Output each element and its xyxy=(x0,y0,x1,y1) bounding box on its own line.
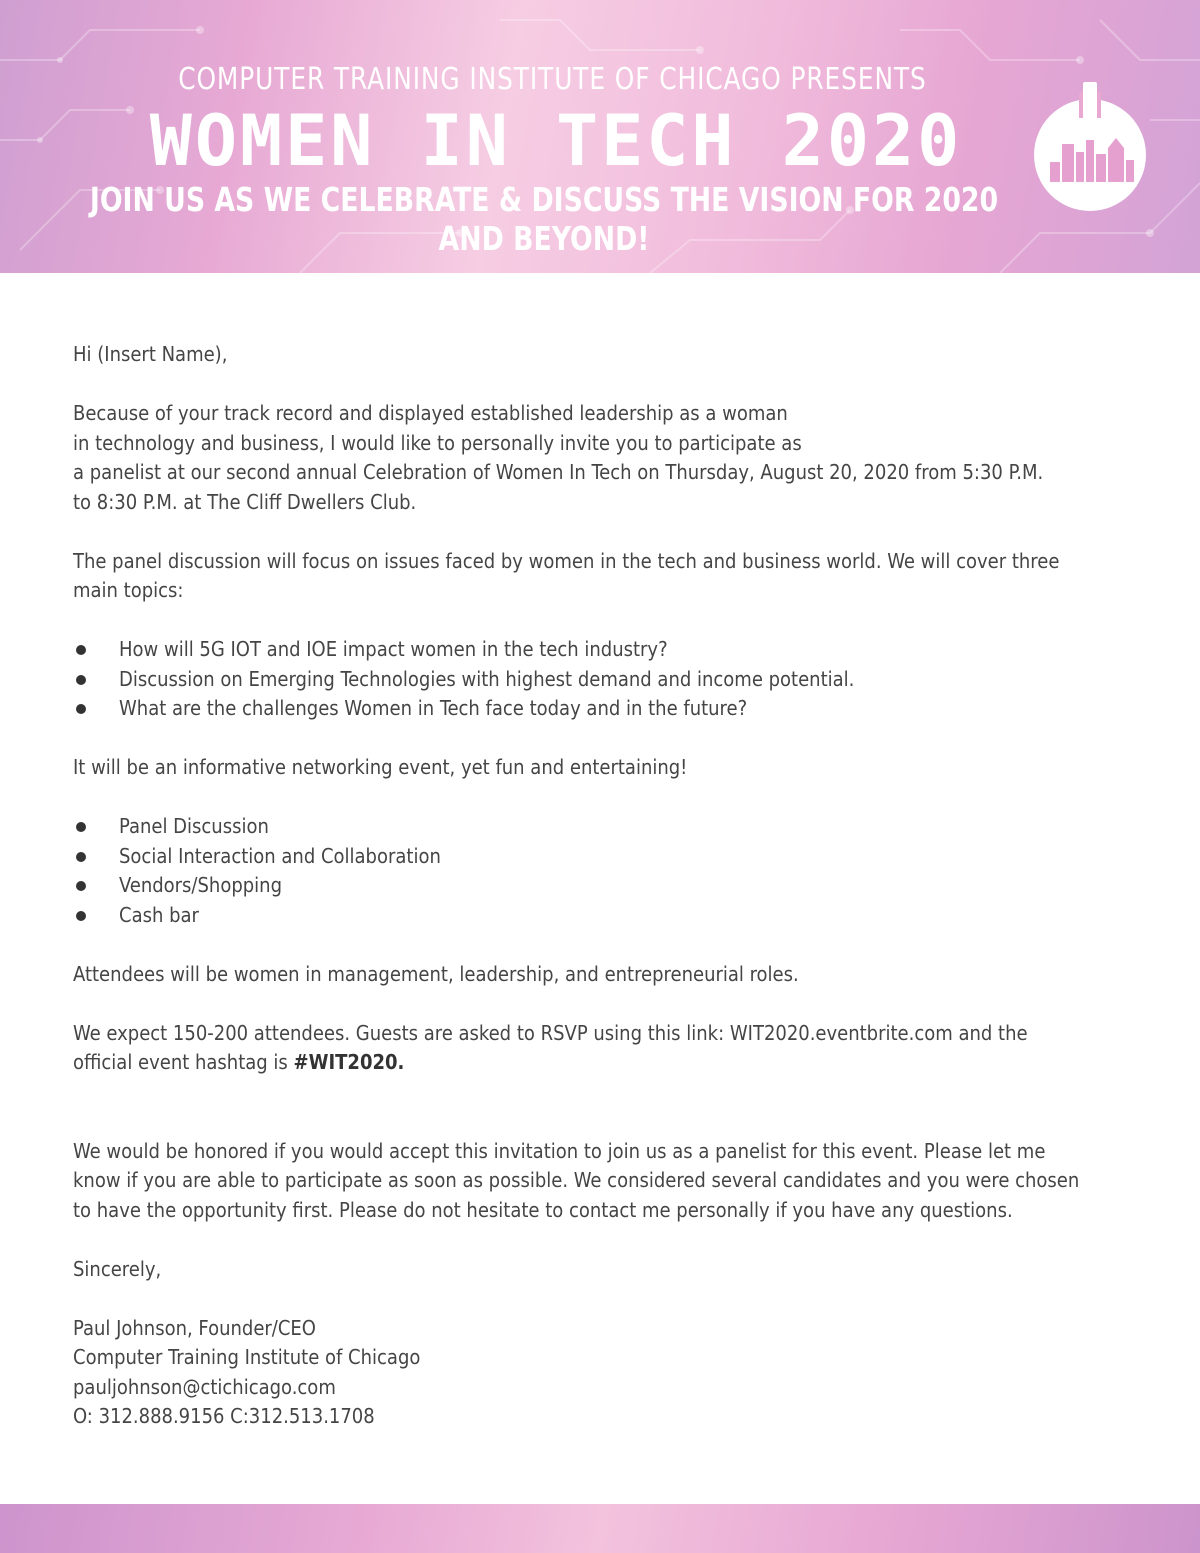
honored-paragraph xyxy=(73,1137,1143,1226)
greeting: Hi (Insert Name), xyxy=(73,342,228,366)
invitation-paragraph xyxy=(73,399,1143,517)
list-item: Discussion on Emerging Technologies with highest demand and income potential. xyxy=(73,665,1143,695)
paragraph-line: Because of your track record and displayed established leadership as a woman xyxy=(73,401,788,425)
event-tagline: JOIN US AS WE CELEBRATE & DISCUSS THE VISION FOR 2020 AND BEYOND! xyxy=(89,180,999,258)
paragraph-line: know if you are able to participate as soon as possible. We considered several candidates and you were chosen xyxy=(73,1168,1080,1192)
signer-name: Paul Johnson, Founder/CEO xyxy=(73,1315,316,1340)
signature-block xyxy=(73,1314,1143,1432)
features-list xyxy=(73,812,1143,930)
header-banner xyxy=(0,0,1200,273)
letter-body xyxy=(73,340,1143,1432)
rsvp-paragraph xyxy=(73,1019,1143,1078)
event-hashtag: #WIT2020. xyxy=(293,1050,405,1074)
bullet-icon xyxy=(76,911,86,921)
list-item: Vendors/Shopping xyxy=(73,871,1143,901)
power-city-skyline-icon xyxy=(1032,82,1148,213)
bullet-icon xyxy=(76,645,86,655)
footer-bar xyxy=(0,1504,1200,1553)
networking-paragraph: It will be an informative networking event, yet fun and entertaining! xyxy=(73,755,688,779)
paragraph-line: main topics: xyxy=(73,578,184,602)
paragraph-line: to 8:30 P.M. at The Cliff Dwellers Club. xyxy=(73,489,417,514)
paragraph-line: a panelist at our second annual Celebration of Women In Tech on Thursday, August 20, 2020 from 5:30 P.M. xyxy=(73,460,1044,484)
list-item: Social Interaction and Collaboration xyxy=(73,842,1143,872)
panel-paragraph xyxy=(73,547,1143,606)
paragraph-line: to have the opportunity first. Please do not hesitate to contact me personally if you have any questions. xyxy=(73,1197,1013,1222)
paragraph-line: official event hashtag is #WIT2020. xyxy=(73,1050,405,1074)
bullet-icon xyxy=(76,675,86,685)
bullet-icon xyxy=(76,822,86,832)
bullet-icon xyxy=(76,881,86,891)
paragraph-line: We expect 150-200 attendees. Guests are asked to RSVP using this link: WIT2020.eventbrite.com and the xyxy=(73,1020,1028,1045)
paragraph-line: The panel discussion will focus on issues faced by women in the tech and business world. We will cover three xyxy=(73,548,1060,573)
topics-list xyxy=(73,635,1143,724)
list-item: What are the challenges Women in Tech face today and in the future? xyxy=(73,694,1143,724)
list-item: Cash bar xyxy=(73,901,1143,931)
presenter-line: COMPUTER TRAINING INSTITUTE OF CHICAGO PRESENTS xyxy=(178,62,927,97)
paragraph-line: in technology and business, I would like to personally invite you to participate as xyxy=(73,430,802,455)
paragraph-line: We would be honored if you would accept this invitation to join us as a panelist for this event. Please let me xyxy=(73,1138,1046,1163)
bullet-icon xyxy=(76,852,86,862)
bullet-icon xyxy=(76,704,86,714)
list-item: Panel Discussion xyxy=(73,812,1143,842)
closing: Sincerely, xyxy=(73,1256,162,1281)
event-title: WOMEN IN TECH 2020 xyxy=(149,100,963,182)
signer-phones: O: 312.888.9156 C:312.513.1708 xyxy=(73,1404,375,1428)
signer-organization: Computer Training Institute of Chicago xyxy=(73,1345,421,1369)
attendees-paragraph: Attendees will be women in management, leadership, and entrepreneurial roles. xyxy=(73,961,799,986)
signer-email: pauljohnson@ctichicago.com xyxy=(73,1374,336,1399)
list-item: How will 5G IOT and IOE impact women in the tech industry? xyxy=(73,635,1143,665)
